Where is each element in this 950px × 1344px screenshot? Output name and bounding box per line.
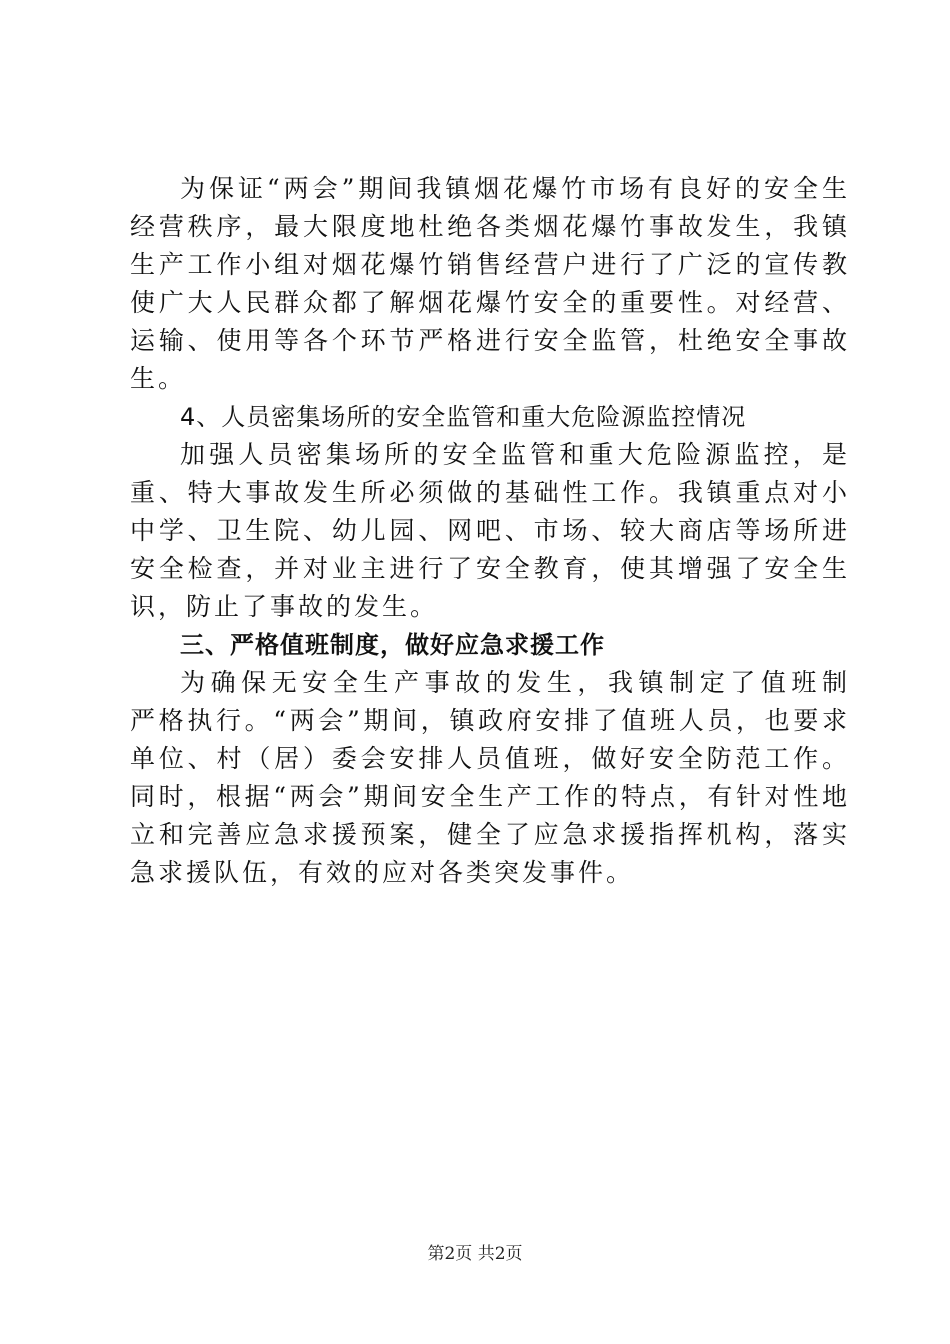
paragraph-line: 运输、使用等各个环节严格进行安全监管，杜绝安全事故 — [130, 326, 850, 355]
paragraph-line: 为确保无安全生产事故的发生，我镇制定了值班制 — [180, 668, 850, 697]
section-heading-3: 三、严格值班制度，做好应急求援工作 — [180, 631, 605, 659]
document-body — [130, 170, 850, 892]
paragraph-line: 使广大人民群众都了解烟花爆竹安全的重要性。对经营、 — [130, 288, 850, 317]
paragraph-duty-system — [130, 664, 850, 892]
paragraph-line: 识，防止了事故的发生。 — [130, 592, 439, 621]
section-heading-4: 4、人员密集场所的安全监管和重大危险源监控情况 — [180, 403, 747, 431]
paragraph-line: 重、特大事故发生所必须做的基础性工作。我镇重点对小 — [130, 478, 850, 507]
paragraph-line: 单位、村（居）委会安排人员值班，做好安全防范工作。 — [130, 744, 850, 773]
paragraph-crowded-places — [130, 436, 850, 626]
paragraph-line: 经营秩序，最大限度地杜绝各类烟花爆竹事故发生，我镇 — [130, 212, 850, 241]
paragraph-line: 同时，根据“两会”期间安全生产工作的特点，有针对性地 — [130, 782, 850, 811]
paragraph-line: 为保证“两会”期间我镇烟花爆竹市场有良好的安全生 — [180, 174, 850, 203]
paragraph-line: 中学、卫生院、幼儿园、网吧、市场、较大商店等场所进 — [130, 516, 850, 545]
paragraph-fireworks — [130, 170, 850, 398]
paragraph-line: 生产工作小组对烟花爆竹销售经营户进行了广泛的宣传教 — [130, 250, 850, 279]
page-number-footer: 第2页 共2页 — [427, 1244, 523, 1264]
paragraph-line: 严格执行。“两会”期间，镇政府安排了值班人员，也要求 — [130, 706, 850, 735]
paragraph-line: 安全检查，并对业主进行了安全教育，使其增强了安全生 — [130, 554, 850, 583]
paragraph-line: 生。 — [130, 364, 187, 393]
paragraph-line: 立和完善应急求援预案，健全了应急求援指挥机构，落实 — [130, 820, 850, 849]
paragraph-line: 加强人员密集场所的安全监管和重大危险源监控，是 — [180, 440, 850, 469]
paragraph-line: 急求援队伍，有效的应对各类突发事件。 — [130, 858, 635, 887]
